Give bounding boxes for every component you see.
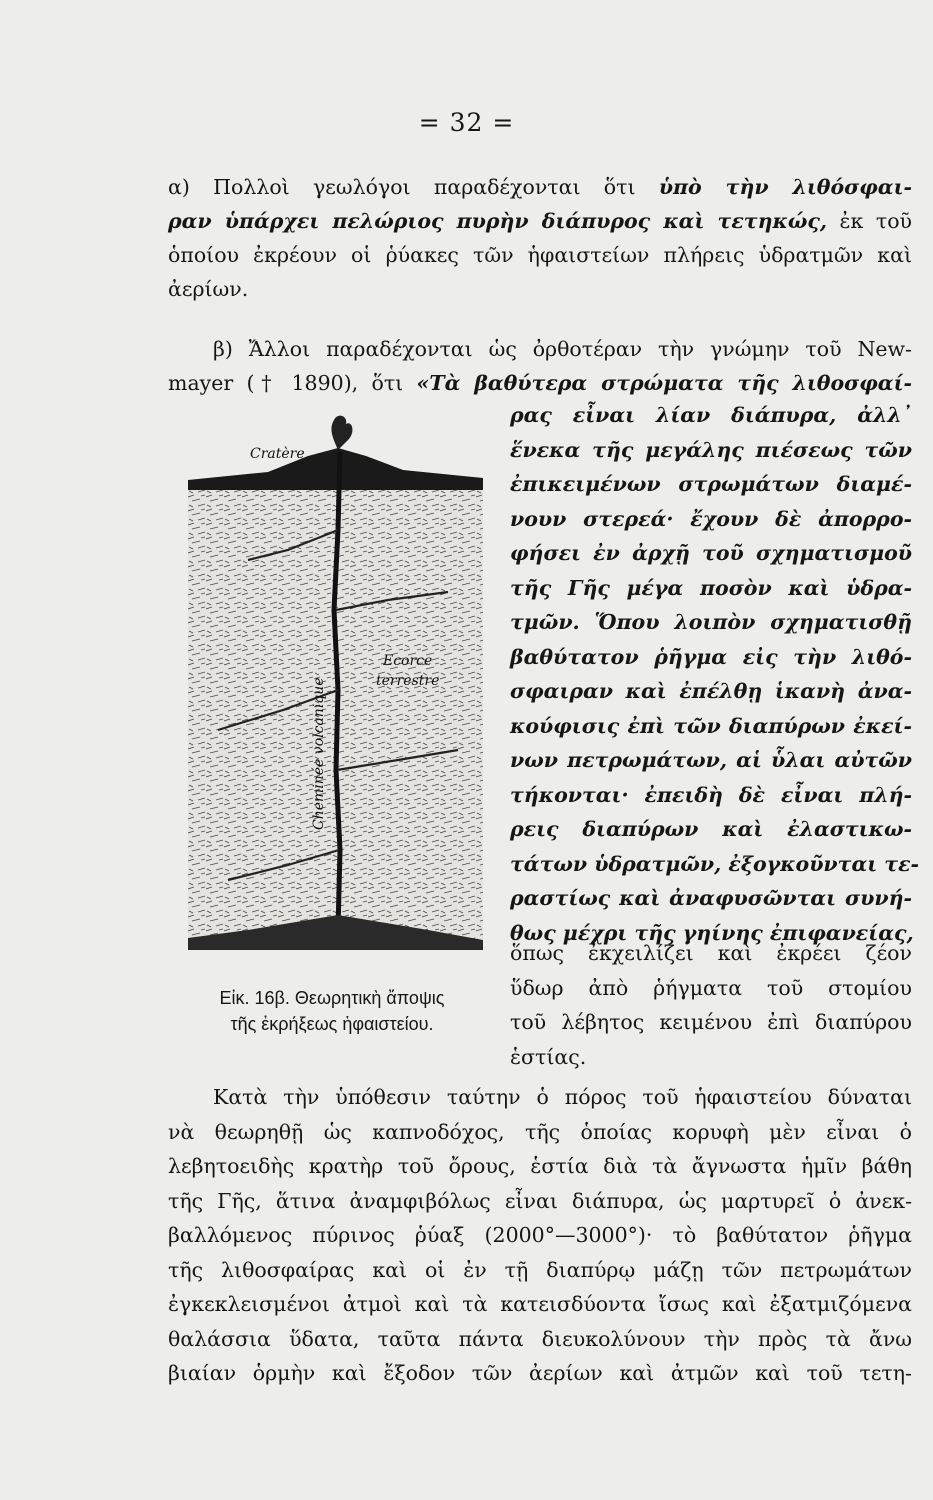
volcano-diagram <box>188 410 488 965</box>
paragraph-line: τῆς λιθοσφαίρας καὶ οἱ ἐν τῇ διαπύρῳ μάζῃ τῶν πετρωμάτων <box>168 1257 912 1282</box>
quote-line: τῆς Γῆς μέγα ποσὸν καὶ ὑδρα- <box>510 575 912 600</box>
quote-tail-line: ὕδωρ ἀπὸ ῥήγματα τοῦ στομίου <box>510 975 912 1000</box>
paragraph-line: βιαίαν ὁρμὴν καὶ ἔξοδον τῶν ἀερίων καὶ ἀτμῶν καὶ τοῦ τετη- <box>168 1361 912 1385</box>
paragraph-line: ἐγκεκλεισμένοι ἀτμοὶ καὶ τὰ κατεισδύοντα ἴσως καὶ ἐξατμιζόμενα <box>168 1292 912 1316</box>
paragraph-line: θαλάσσια ὕδατα, ταῦτα πάντα διευκολύνουν τὴν πρὸς τὰ ἄνω <box>168 1326 912 1351</box>
quote-tail-line: ἑστίας. <box>510 1044 587 1069</box>
quote-line: ἕνεκα τῆς μεγάλης πιέσεως τῶν <box>510 437 912 462</box>
paragraph-line: λεβητοειδὴς κρατὴρ τοῦ ὄρους, ἑστία διὰ τὰ ἄγνωστα ἡμῖν βάθη <box>168 1154 912 1178</box>
quote-line: βαθύτατον ῥῆγμα εἰς τὴν λιθό- <box>510 644 912 669</box>
volcano-figure <box>188 410 488 965</box>
volcano-cone <box>188 448 483 490</box>
quote-line: φήσει ἐν ἀρχῇ τοῦ σχηματισμοῦ <box>510 541 912 565</box>
paragraph-line: Κατὰ τὴν ὑπόθεσιν ταύτην ὁ πόρος τοῦ ἡφαιστείου δύναται <box>213 1085 912 1109</box>
quote-line: ραστίως καὶ ἀναφυσῶνται συνή- <box>510 886 912 910</box>
paragraph-line: βαλλόμενος πύρινος ῥύαξ (2000°—3000°)· τὸ βαθύτατον ῥῆγμα <box>168 1223 912 1247</box>
caption-line-1: Εἰκ. 16β. Θεωρητικὴ ἄποψις <box>219 988 445 1008</box>
quote-line: τμῶν. Ὅπου λοιπὸν σχηματισθῇ <box>510 610 912 634</box>
para-a-line-3: ὁποίου ἐκρέουν οἱ ῥύακες τῶν ἡφαιστείων πλήρεις ὑδρατμῶν καὶ <box>168 243 912 267</box>
label-terrestre: terrestre <box>376 673 440 689</box>
para-b-line-2: mayer († 1890), ὅτι «Τὰ βαθύτερα στρώματα τῆς λιθοσφαί- <box>168 371 912 395</box>
para-a-line-4: ἀερίων. <box>168 277 249 301</box>
para-a-line-1: α) Πολλοὶ γεωλόγοι παραδέχονται ὅτι ὑπὸ τὴν λιθόσφαι- <box>168 175 912 199</box>
caption-line-2: τῆς ἐκρήξεως ἡφαιστείου. <box>230 1014 434 1034</box>
figure-caption <box>172 985 492 1037</box>
paragraph-line: νὰ θεωρηθῇ ὡς καπνοδόχος, τῆς ὁποίας κορυφὴ μὲν εἶναι ὁ <box>168 1119 912 1144</box>
quote-line: τάτων ὑδρατμῶν, ἐξογκοῦνται τε- <box>510 851 920 876</box>
quote-tail-line: ὅπως ἐκχειλίζει καὶ ἐκρέει ζέον <box>510 941 912 965</box>
page-number: = 32 = <box>418 108 515 137</box>
label-cheminee: Cheminée volcanique <box>311 677 327 830</box>
quote-line: κούφισις ἐπὶ τῶν διαπύρων ἐκεί- <box>510 713 912 738</box>
paragraph-line: τῆς Γῆς, ἅτινα ἀναμφιβόλως εἶναι διάπυρα, ὡς μαρτυρεῖ ὁ ἀνεκ- <box>168 1188 912 1213</box>
quote-line: θως μέχρι τῆς γηίνης ἐπιφανείας, <box>510 920 914 945</box>
label-ecorce: Ecorce <box>383 653 433 669</box>
para-b-line-1: β) Ἄλλοι παραδέχονται ὡς ὀρθοτέραν τὴν γνώμην τοῦ New- <box>213 337 912 361</box>
eruption-plume <box>331 416 352 450</box>
para-a-line-2: ραν ὑπάρχει πελώριος πυρὴν διάπυρος καὶ τετηκώς, ἐκ τοῦ <box>168 209 912 233</box>
quote-line: ρας εἶναι λίαν διάπυρα, ἀλλ᾽ <box>510 403 912 427</box>
quote-line: σφαιραν καὶ ἐπέλθῃ ἱκανὴ ἀνα- <box>510 679 912 703</box>
label-cratere: Cratère <box>250 446 305 462</box>
quote-line: νων πετρωμάτων, αἱ ὗλαι αὐτῶν <box>510 748 912 772</box>
quote-line: ρεις διαπύρων καὶ ἐλαστικω- <box>510 817 912 841</box>
quote-line: νουν στερεά· ἔχουν δὲ ἀπορρο- <box>510 506 912 531</box>
quote-tail-line: τοῦ λέβητος κειμένου ἐπὶ διαπύρου <box>510 1010 912 1034</box>
quote-line: τήκονται· ἐπειδὴ δὲ εἶναι πλή- <box>510 782 912 807</box>
quote-line: ἐπικειμένων στρωμάτων διαμέ- <box>510 472 912 496</box>
